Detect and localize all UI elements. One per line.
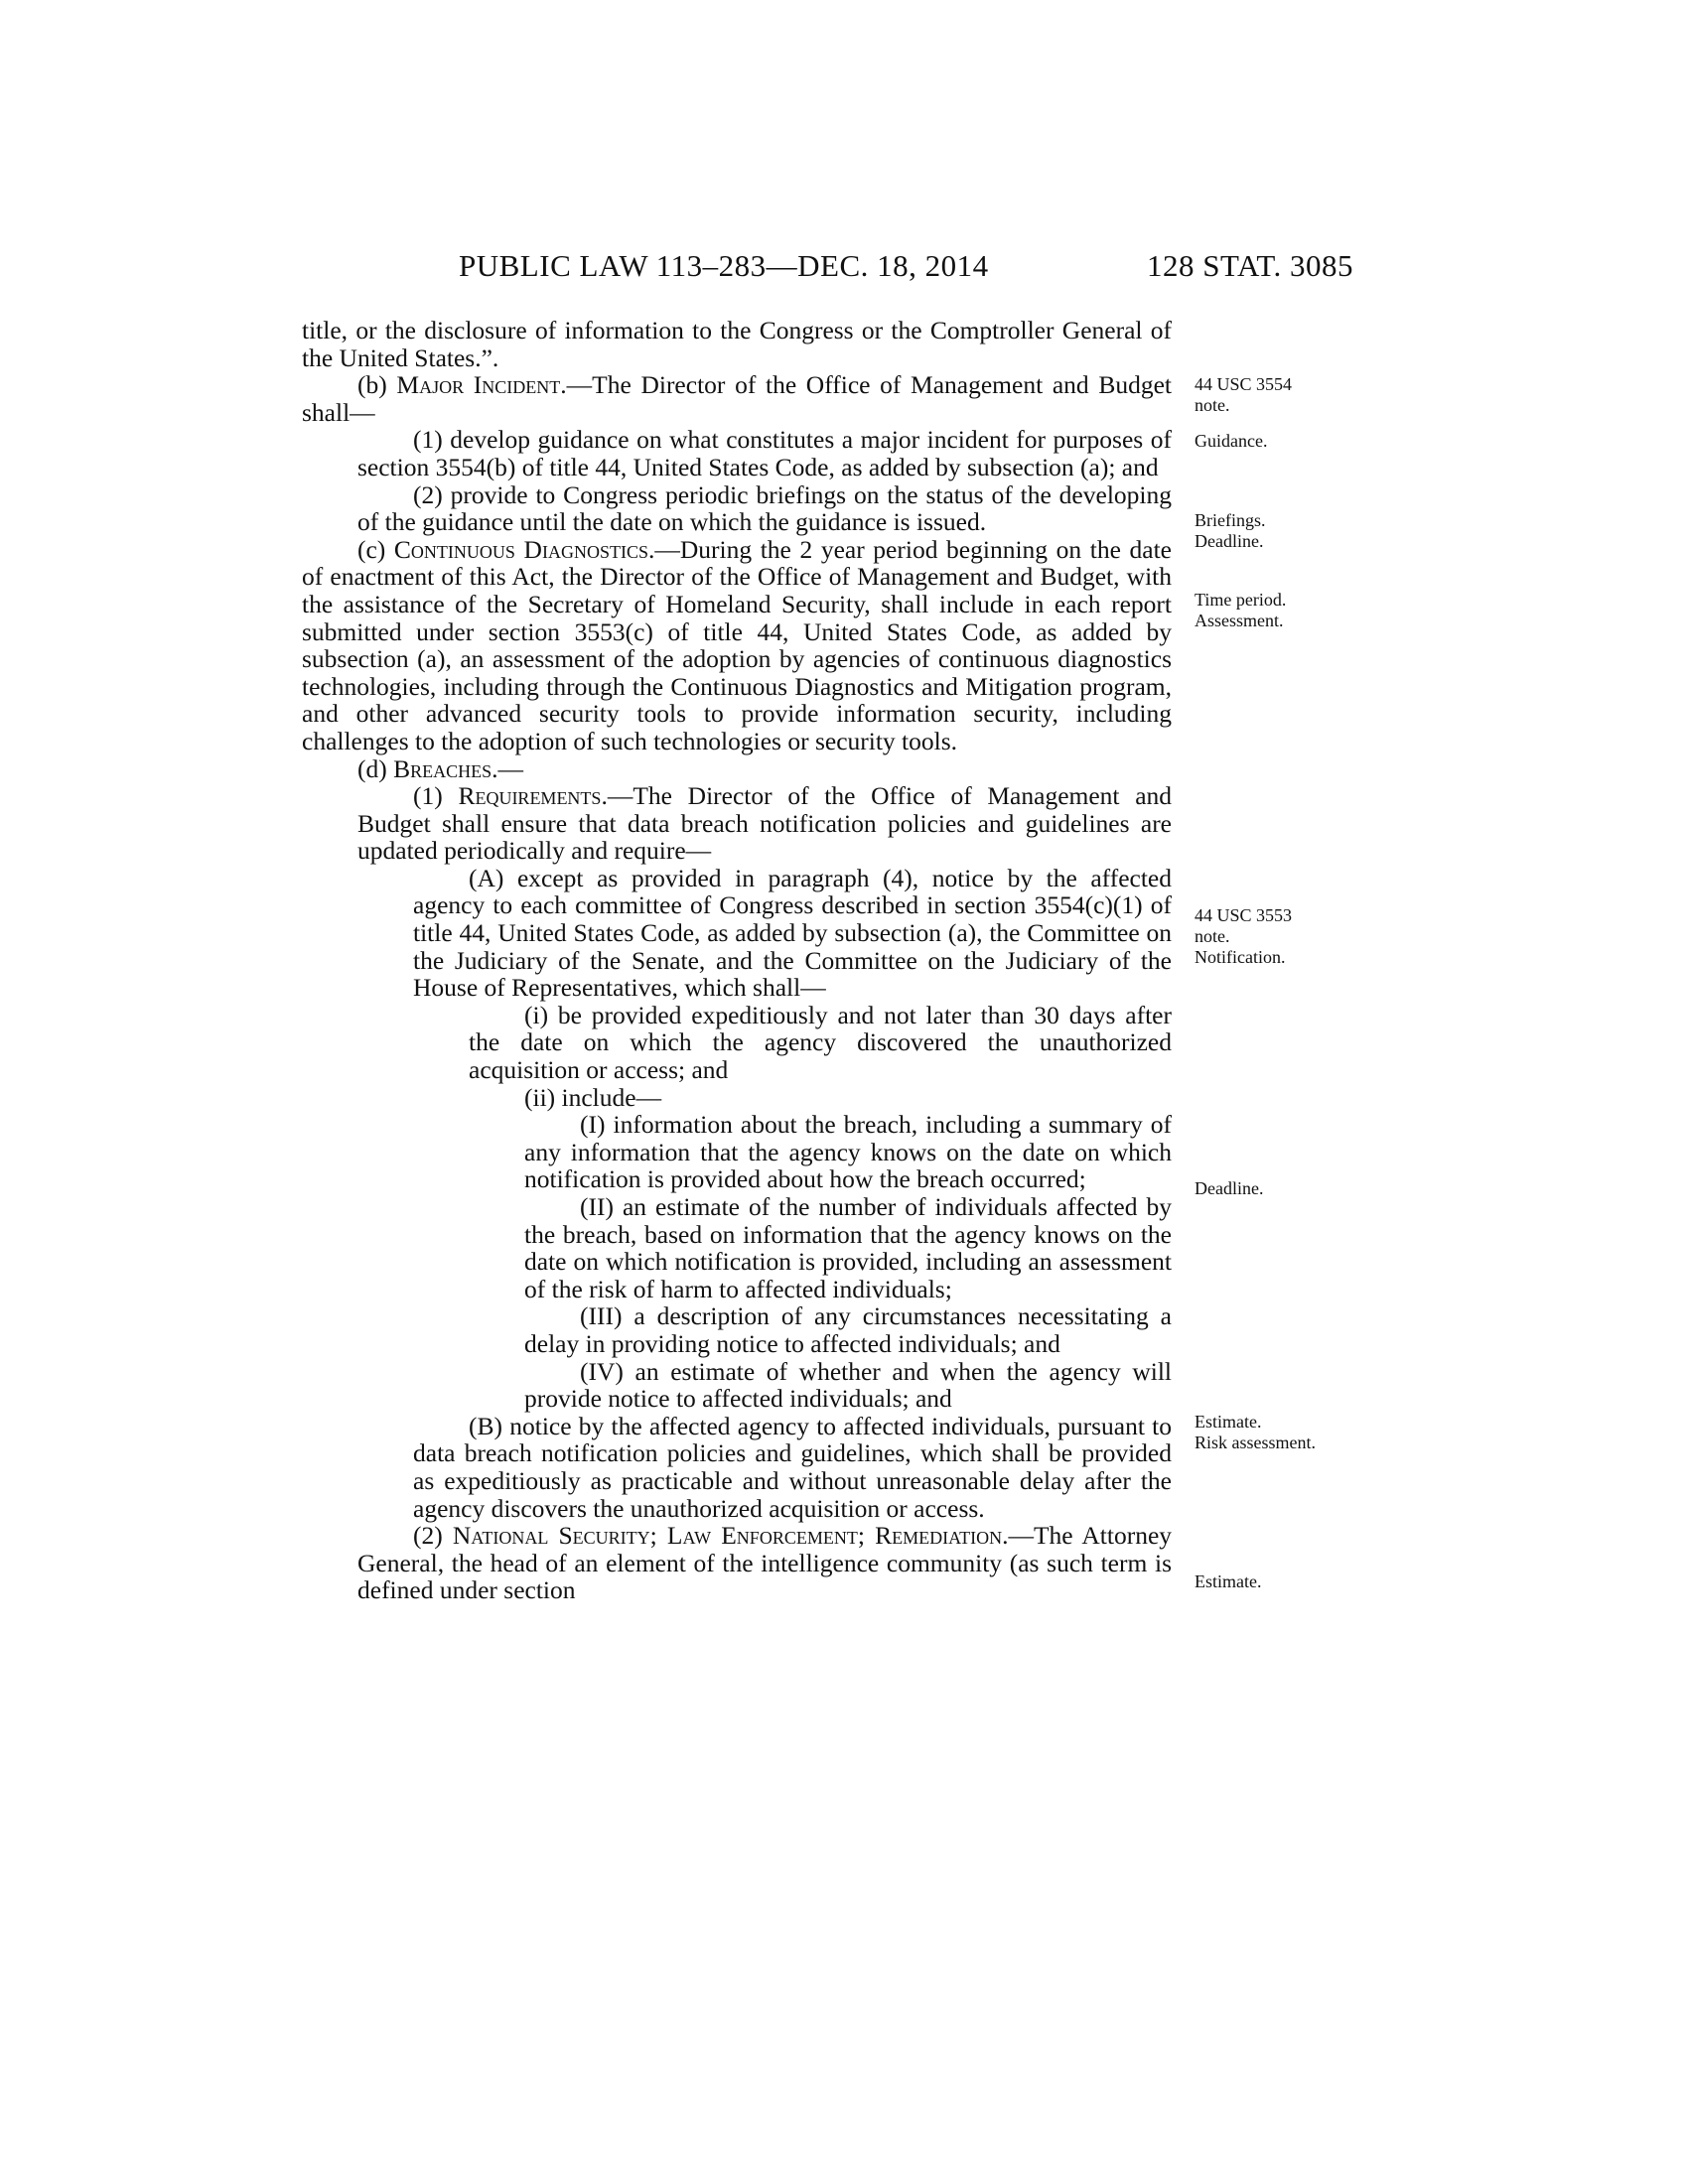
- running-head-title: PUBLIC LAW 113–283—DEC. 18, 2014: [459, 248, 989, 283]
- margin-note: Guidance.: [1195, 431, 1268, 451]
- margin-note: Briefings. Deadline.: [1195, 510, 1266, 551]
- margin-note: 44 USC 3553 note. Notification.: [1195, 905, 1293, 967]
- paragraph: [302, 1002, 1172, 1084]
- paragraph-text: (I) information about the breach, including a summary of any information that the agency knows on the date on which notification is provided about how the breach occurred;: [524, 1110, 1172, 1194]
- paragraph-designator: (c): [357, 534, 394, 564]
- paragraph-text: (ii) include—: [524, 1082, 662, 1112]
- paragraph-designator: (1): [413, 781, 459, 811]
- paragraph: [302, 426, 1172, 480]
- paragraph-text: (B) notice by the affected agency to affected individuals, pursuant to data breach notification policies and guidelines, which shall be provided as expeditiously as practicable and without unreasonable delay after the agency discovers the unauthorized acquisition or access.: [413, 1411, 1172, 1523]
- paragraph: [302, 1084, 1172, 1112]
- paragraph: [302, 481, 1172, 536]
- paragraph-text: .—The Director of the Office of Management and Budget shall—: [302, 370, 1172, 427]
- paragraph-text: .—The Attorney General, the head of an element of the intelligence community (as such term is defined under section: [357, 1521, 1173, 1605]
- paragraph-text: .—During the 2 year period beginning on the date of enactment of this Act, the Director of the Office of Management and Budget, with the assistance of the Secretary of Homeland Security, shall include in each report submitted under section 3553(c) of title 44, United States Code, as added by subsection (a), an assessment of the adoption by agencies of continuous diagnostics technologies, including through the Continuous Diagnostics and Mitigation program, and other advanced security tools to provide information security, including challenges to the adoption of such technologies or security tools.: [302, 534, 1172, 755]
- section-heading: Breaches: [393, 753, 492, 783]
- margin-note: Time period. Assessment.: [1195, 590, 1287, 630]
- paragraph: [302, 755, 1172, 783]
- paragraph-text: title, or the disclosure of information to the Congress or the Comptroller General of the United States.”.: [302, 316, 1172, 372]
- section-heading: Requirements: [458, 781, 602, 811]
- paragraph: [302, 1111, 1172, 1193]
- paragraph: [302, 1193, 1172, 1302]
- paragraph-text: .—: [492, 753, 524, 783]
- paragraph: [302, 317, 1172, 371]
- paragraph: [302, 536, 1172, 755]
- margin-note: Estimate.: [1195, 1571, 1262, 1591]
- paragraph-text: (II) an estimate of the number of individuals affected by the breach, based on information that the agency knows on the date on which notification is provided, including an assessment of the risk of harm to affected individuals;: [524, 1192, 1172, 1303]
- paragraph-designator: (2): [413, 1521, 453, 1551]
- paragraph: [302, 782, 1172, 865]
- paragraph: [302, 1522, 1172, 1604]
- paragraph-text: (IV) an estimate of whether and when the agency will provide notice to affected individuals; and: [524, 1356, 1172, 1414]
- paragraph-designator: (b): [357, 370, 397, 400]
- paragraph: [302, 1302, 1172, 1357]
- page-header: [0, 248, 1688, 288]
- paragraph-text: (III) a description of any circumstances necessitating a delay in providing notice to affected individuals; and: [524, 1301, 1172, 1358]
- paragraph: [302, 1413, 1172, 1522]
- paragraph: [302, 865, 1172, 1002]
- statute-page-number: 128 STAT. 3085: [1147, 248, 1354, 283]
- paragraph-text: .—The Director of the Office of Management and Budget shall ensure that data breach notification policies and guidelines are updated periodically and require—: [357, 781, 1173, 866]
- margin-note: Estimate. Risk assessment.: [1195, 1412, 1317, 1452]
- law-body-text: [302, 317, 1172, 1604]
- paragraph: [302, 1358, 1172, 1413]
- section-heading: Continuous Diagnostics: [393, 534, 648, 564]
- paragraph-text: (1) develop guidance on what constitutes a major incident for purposes of section 3554(b) of title 44, United States Code, as added by subsection (a); and: [357, 425, 1172, 481]
- paragraph-text: (A) except as provided in paragraph (4), notice by the affected agency to each committee of Congress described in section 3554(c)(1) of title 44, United States Code, as added by subsection (a), the Committee on the Judiciary of the Senate, and the Committee on the Judiciary of the House of Representatives, which shall—: [413, 863, 1172, 1003]
- margin-note: Deadline.: [1195, 1178, 1264, 1198]
- section-heading: Major Incident: [396, 370, 561, 400]
- paragraph-text: (i) be provided expeditiously and not later than 30 days after the date on which the agency discovered the unauthorized acquisition or access; and: [469, 1000, 1172, 1085]
- margin-note: 44 USC 3554 note.: [1195, 374, 1293, 415]
- paragraph: [302, 371, 1172, 426]
- paragraph-designator: (d): [357, 753, 394, 783]
- section-heading: National Security; Law Enforcement; Remediation: [452, 1521, 1003, 1551]
- paragraph-text: (2) provide to Congress periodic briefings on the status of the developing of the guidance until the date on which the guidance is issued.: [357, 479, 1172, 537]
